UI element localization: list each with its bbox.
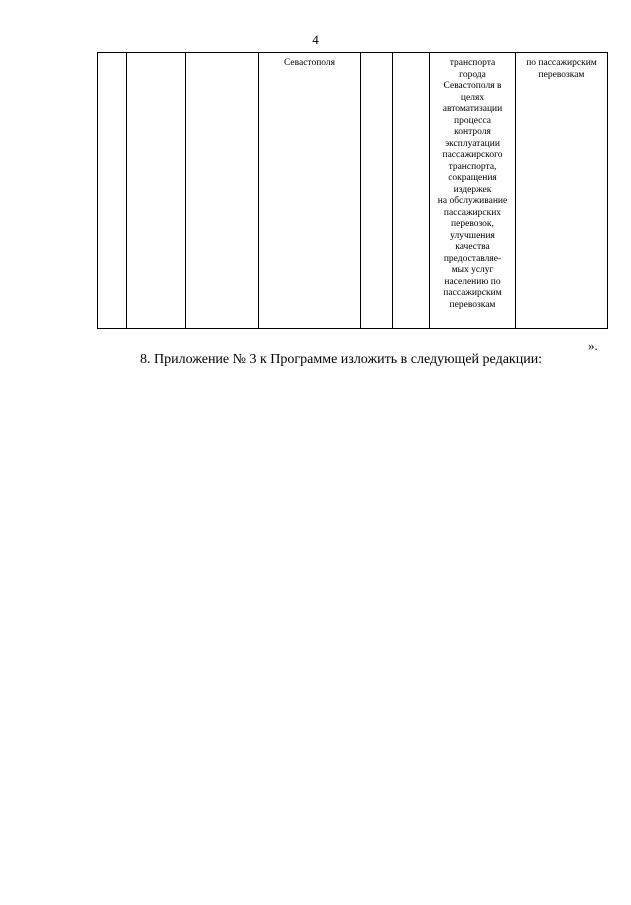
table-cell-6 <box>393 53 430 329</box>
table-cell-8 <box>516 53 608 329</box>
cell-line: мых услуг <box>451 265 494 275</box>
table-cell-4 <box>259 53 361 329</box>
page-number: 4 <box>312 32 319 47</box>
cell-line: эксплуатации <box>445 138 500 149</box>
table-cell-1 <box>98 53 127 329</box>
cell-line: перевозкам <box>449 299 496 310</box>
table-cell-2 <box>127 53 186 329</box>
cell-line: предоставляе- <box>443 253 502 264</box>
table-cell-5 <box>361 53 393 329</box>
closing-quote: ». <box>588 338 598 353</box>
cell-line: транспорта <box>449 58 496 68</box>
cell-line: города <box>459 69 486 80</box>
cell-line: пассажирских <box>443 207 502 218</box>
cell-line: перевозкам <box>538 69 585 80</box>
cell-line: пассажирским <box>443 288 502 298</box>
cell-4-lines <box>260 58 359 70</box>
program-table <box>97 52 608 329</box>
cell-7-lines <box>431 58 514 311</box>
cell-line: процесса <box>454 115 491 126</box>
table-cell-3 <box>186 53 259 329</box>
table-row <box>98 53 608 329</box>
cell-line: Севастополя <box>283 58 336 68</box>
cell-line: перевозок, <box>451 219 494 229</box>
cell-line: по пассажирским <box>526 58 597 68</box>
cell-line: на обслуживание <box>437 196 508 206</box>
cell-line: издержек <box>453 184 492 195</box>
cell-line: пассажирского <box>442 150 503 160</box>
cell-8-lines <box>517 58 606 81</box>
cell-line: целях <box>460 92 485 103</box>
cell-line: транспорта, <box>448 161 497 172</box>
cell-line: сокращения <box>448 173 497 183</box>
paragraph-item-8: 8. Приложение № 3 к Программе изложить в следующей редакции: <box>140 352 543 367</box>
cell-line: автоматизации <box>442 104 503 114</box>
cell-line: улучшения <box>450 230 495 241</box>
cell-line: населению по <box>444 276 501 287</box>
cell-line: контроля <box>454 127 491 137</box>
table-cell-7 <box>430 53 516 329</box>
cell-line: качества <box>455 242 490 252</box>
cell-line: Севастополя в <box>443 81 502 91</box>
